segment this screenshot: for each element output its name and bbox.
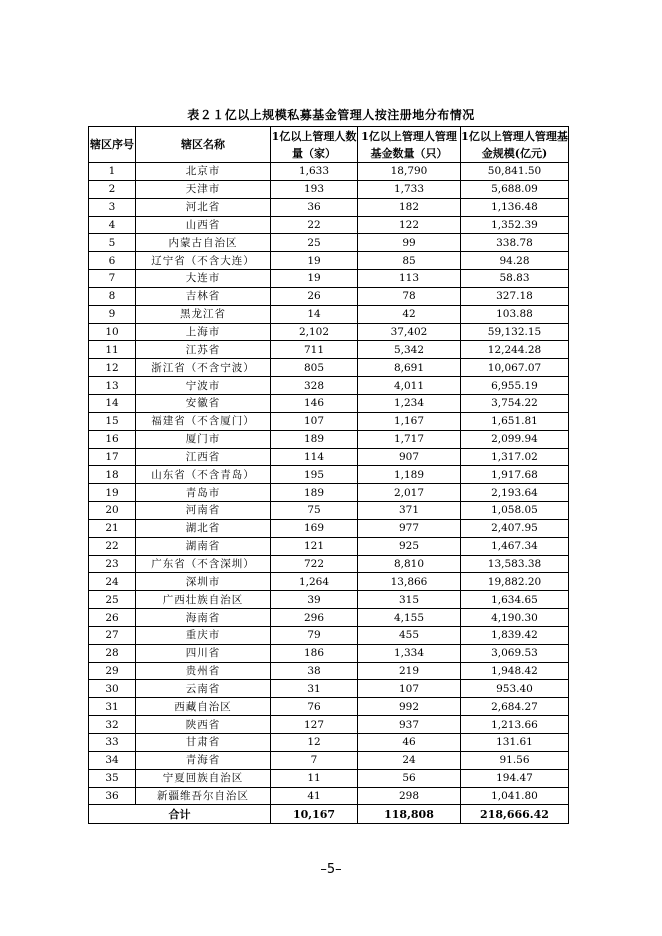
cell-region-name: 甘肃省: [136, 734, 271, 752]
cell-fund-scale: 327.18: [461, 287, 569, 305]
table-row: [89, 466, 569, 484]
cell-manager-count: 711: [271, 341, 358, 359]
table-row: [89, 216, 569, 234]
cell-region-name: 宁波市: [136, 377, 271, 395]
cell-seq: 27: [89, 626, 136, 644]
cell-manager-count: 114: [271, 448, 358, 466]
cell-manager-count: 14: [271, 305, 358, 323]
table-row: [89, 751, 569, 769]
cell-seq: 15: [89, 412, 136, 430]
cell-fund-count: 122: [358, 216, 461, 234]
cell-region-name: 青岛市: [136, 484, 271, 502]
cell-region-name: 深圳市: [136, 573, 271, 591]
cell-fund-count: 78: [358, 287, 461, 305]
table-row: [89, 734, 569, 752]
header-fund-scale: 1亿以上管理人管理基金规模(亿元): [461, 127, 569, 163]
cell-seq: 17: [89, 448, 136, 466]
cell-seq: 9: [89, 305, 136, 323]
table-row: [89, 680, 569, 698]
table-row: [89, 430, 569, 448]
cell-fund-count: 18,790: [358, 163, 461, 181]
cell-region-name: 上海市: [136, 323, 271, 341]
total-row: [89, 805, 569, 824]
table-row: [89, 270, 569, 288]
cell-fund-count: 56: [358, 769, 461, 787]
cell-fund-scale: 1,467.34: [461, 537, 569, 555]
total-manager-count: 10,167: [271, 805, 358, 824]
table-row: [89, 716, 569, 734]
cell-seq: 26: [89, 609, 136, 627]
cell-fund-count: 977: [358, 519, 461, 537]
table-row: [89, 626, 569, 644]
cell-manager-count: 296: [271, 609, 358, 627]
cell-manager-count: 127: [271, 716, 358, 734]
cell-seq: 2: [89, 180, 136, 198]
cell-seq: 24: [89, 573, 136, 591]
cell-fund-scale: 1,352.39: [461, 216, 569, 234]
cell-seq: 4: [89, 216, 136, 234]
cell-region-name: 河南省: [136, 502, 271, 520]
table-row: [89, 537, 569, 555]
cell-fund-scale: 338.78: [461, 234, 569, 252]
table-row: [89, 287, 569, 305]
cell-seq: 19: [89, 484, 136, 502]
cell-region-name: 重庆市: [136, 626, 271, 644]
cell-region-name: 福建省（不含厦门）: [136, 412, 271, 430]
cell-region-name: 西藏自治区: [136, 698, 271, 716]
cell-fund-scale: 2,099.94: [461, 430, 569, 448]
cell-manager-count: 169: [271, 519, 358, 537]
table-header-row: [89, 127, 569, 163]
cell-fund-scale: 2,684.27: [461, 698, 569, 716]
cell-region-name: 辽宁省（不含大连）: [136, 252, 271, 270]
cell-manager-count: 2,102: [271, 323, 358, 341]
table-row: [89, 252, 569, 270]
cell-fund-scale: 50,841.50: [461, 163, 569, 181]
cell-region-name: 内蒙古自治区: [136, 234, 271, 252]
cell-seq: 18: [89, 466, 136, 484]
cell-seq: 14: [89, 394, 136, 412]
cell-fund-count: 219: [358, 662, 461, 680]
cell-fund-count: 113: [358, 270, 461, 288]
table-row: [89, 359, 569, 377]
cell-fund-scale: 10,067.07: [461, 359, 569, 377]
cell-fund-count: 37,402: [358, 323, 461, 341]
cell-region-name: 山西省: [136, 216, 271, 234]
cell-fund-count: 907: [358, 448, 461, 466]
cell-region-name: 湖北省: [136, 519, 271, 537]
cell-seq: 36: [89, 787, 136, 805]
table-row: [89, 323, 569, 341]
cell-fund-scale: 1,058.05: [461, 502, 569, 520]
table-row: [89, 698, 569, 716]
cell-manager-count: 12: [271, 734, 358, 752]
cell-seq: 12: [89, 359, 136, 377]
cell-fund-count: 99: [358, 234, 461, 252]
cell-seq: 23: [89, 555, 136, 573]
cell-seq: 13: [89, 377, 136, 395]
cell-fund-count: 8,810: [358, 555, 461, 573]
cell-seq: 10: [89, 323, 136, 341]
cell-fund-scale: 3,754.22: [461, 394, 569, 412]
total-fund-count: 118,808: [358, 805, 461, 824]
cell-fund-scale: 91.56: [461, 751, 569, 769]
cell-seq: 16: [89, 430, 136, 448]
table-row: [89, 394, 569, 412]
cell-region-name: 黑龙江省: [136, 305, 271, 323]
cell-fund-count: 4,011: [358, 377, 461, 395]
cell-fund-count: 46: [358, 734, 461, 752]
cell-fund-count: 13,866: [358, 573, 461, 591]
cell-fund-count: 992: [358, 698, 461, 716]
cell-manager-count: 189: [271, 430, 358, 448]
header-region-name: 辖区名称: [136, 127, 271, 163]
cell-fund-scale: 1,839.42: [461, 626, 569, 644]
cell-manager-count: 19: [271, 270, 358, 288]
table-row: [89, 573, 569, 591]
cell-fund-count: 371: [358, 502, 461, 520]
header-manager-count: 1亿以上管理人数量（家）: [271, 127, 358, 163]
cell-region-name: 河北省: [136, 198, 271, 216]
cell-fund-scale: 1,136.48: [461, 198, 569, 216]
cell-manager-count: 41: [271, 787, 358, 805]
cell-seq: 7: [89, 270, 136, 288]
cell-fund-scale: 12,244.28: [461, 341, 569, 359]
total-label: 合计: [89, 805, 271, 824]
table-body: [89, 163, 569, 805]
cell-region-name: 云南省: [136, 680, 271, 698]
cell-region-name: 厦门市: [136, 430, 271, 448]
cell-manager-count: 1,633: [271, 163, 358, 181]
cell-manager-count: 11: [271, 769, 358, 787]
cell-fund-count: 455: [358, 626, 461, 644]
cell-fund-scale: 1,317.02: [461, 448, 569, 466]
registration-distribution-table: [88, 126, 569, 824]
cell-seq: 33: [89, 734, 136, 752]
cell-fund-scale: 13,583.38: [461, 555, 569, 573]
cell-seq: 8: [89, 287, 136, 305]
cell-manager-count: 722: [271, 555, 358, 573]
cell-fund-scale: 131.61: [461, 734, 569, 752]
cell-fund-scale: 2,193.64: [461, 484, 569, 502]
cell-fund-scale: 4,190.30: [461, 609, 569, 627]
cell-region-name: 陕西省: [136, 716, 271, 734]
cell-manager-count: 805: [271, 359, 358, 377]
cell-manager-count: 186: [271, 644, 358, 662]
cell-region-name: 山东省（不含青岛）: [136, 466, 271, 484]
cell-fund-count: 8,691: [358, 359, 461, 377]
cell-fund-count: 85: [358, 252, 461, 270]
cell-region-name: 江苏省: [136, 341, 271, 359]
cell-manager-count: 75: [271, 502, 358, 520]
cell-manager-count: 195: [271, 466, 358, 484]
table-caption: 表２１亿以上规模私募基金管理人按注册地分布情况: [187, 108, 475, 122]
cell-fund-scale: 3,069.53: [461, 644, 569, 662]
cell-seq: 20: [89, 502, 136, 520]
cell-manager-count: 39: [271, 591, 358, 609]
table-row: [89, 341, 569, 359]
table-row: [89, 198, 569, 216]
page-number: –5–: [320, 862, 342, 877]
cell-region-name: 四川省: [136, 644, 271, 662]
cell-seq: 22: [89, 537, 136, 555]
cell-manager-count: 19: [271, 252, 358, 270]
table-row: [89, 787, 569, 805]
cell-manager-count: 36: [271, 198, 358, 216]
cell-fund-scale: 19,882.20: [461, 573, 569, 591]
cell-seq: 11: [89, 341, 136, 359]
table-row: [89, 484, 569, 502]
cell-manager-count: 328: [271, 377, 358, 395]
cell-fund-count: 4,155: [358, 609, 461, 627]
cell-manager-count: 38: [271, 662, 358, 680]
cell-fund-scale: 1,651.81: [461, 412, 569, 430]
table-row: [89, 662, 569, 680]
table-row: [89, 163, 569, 181]
cell-seq: 30: [89, 680, 136, 698]
cell-manager-count: 107: [271, 412, 358, 430]
cell-fund-scale: 5,688.09: [461, 180, 569, 198]
cell-manager-count: 146: [271, 394, 358, 412]
cell-seq: 34: [89, 751, 136, 769]
cell-fund-count: 24: [358, 751, 461, 769]
cell-region-name: 安徽省: [136, 394, 271, 412]
header-seq: 辖区序号: [89, 127, 136, 163]
cell-seq: 31: [89, 698, 136, 716]
cell-region-name: 广东省（不含深圳）: [136, 555, 271, 573]
cell-region-name: 湖南省: [136, 537, 271, 555]
cell-fund-count: 182: [358, 198, 461, 216]
cell-fund-scale: 1,917.68: [461, 466, 569, 484]
cell-manager-count: 22: [271, 216, 358, 234]
table-row: [89, 519, 569, 537]
cell-manager-count: 26: [271, 287, 358, 305]
cell-manager-count: 79: [271, 626, 358, 644]
cell-manager-count: 121: [271, 537, 358, 555]
cell-seq: 29: [89, 662, 136, 680]
cell-fund-scale: 194.47: [461, 769, 569, 787]
cell-seq: 35: [89, 769, 136, 787]
cell-seq: 25: [89, 591, 136, 609]
cell-region-name: 北京市: [136, 163, 271, 181]
cell-fund-count: 937: [358, 716, 461, 734]
cell-fund-count: 107: [358, 680, 461, 698]
cell-region-name: 浙江省（不含宁波）: [136, 359, 271, 377]
cell-seq: 21: [89, 519, 136, 537]
cell-region-name: 吉林省: [136, 287, 271, 305]
cell-manager-count: 193: [271, 180, 358, 198]
cell-region-name: 广西壮族自治区: [136, 591, 271, 609]
cell-region-name: 海南省: [136, 609, 271, 627]
cell-fund-scale: 1,213.66: [461, 716, 569, 734]
cell-seq: 1: [89, 163, 136, 181]
cell-fund-count: 1,167: [358, 412, 461, 430]
cell-fund-count: 925: [358, 537, 461, 555]
header-fund-count: 1亿以上管理人管理基金数量（只）: [358, 127, 461, 163]
table-row: [89, 377, 569, 395]
table-row: [89, 644, 569, 662]
total-fund-scale: 218,666.42: [461, 805, 569, 824]
cell-region-name: 新疆维吾尔自治区: [136, 787, 271, 805]
cell-region-name: 宁夏回族自治区: [136, 769, 271, 787]
cell-fund-scale: 1,634.65: [461, 591, 569, 609]
cell-region-name: 天津市: [136, 180, 271, 198]
cell-fund-scale: 953.40: [461, 680, 569, 698]
cell-manager-count: 189: [271, 484, 358, 502]
table-row: [89, 448, 569, 466]
cell-region-name: 青海省: [136, 751, 271, 769]
cell-manager-count: 25: [271, 234, 358, 252]
cell-fund-count: 298: [358, 787, 461, 805]
cell-fund-scale: 58.83: [461, 270, 569, 288]
cell-manager-count: 76: [271, 698, 358, 716]
table-row: [89, 769, 569, 787]
cell-fund-count: 2,017: [358, 484, 461, 502]
cell-fund-count: 5,342: [358, 341, 461, 359]
table-row: [89, 609, 569, 627]
cell-fund-scale: 103.88: [461, 305, 569, 323]
cell-seq: 28: [89, 644, 136, 662]
cell-fund-count: 1,189: [358, 466, 461, 484]
cell-region-name: 江西省: [136, 448, 271, 466]
cell-seq: 6: [89, 252, 136, 270]
cell-fund-scale: 1,948.42: [461, 662, 569, 680]
cell-manager-count: 31: [271, 680, 358, 698]
table-row: [89, 502, 569, 520]
cell-region-name: 贵州省: [136, 662, 271, 680]
table-row: [89, 555, 569, 573]
cell-seq: 32: [89, 716, 136, 734]
cell-fund-scale: 1,041.80: [461, 787, 569, 805]
cell-fund-count: 1,733: [358, 180, 461, 198]
cell-fund-scale: 6,955.19: [461, 377, 569, 395]
cell-manager-count: 7: [271, 751, 358, 769]
cell-manager-count: 1,264: [271, 573, 358, 591]
cell-fund-count: 1,717: [358, 430, 461, 448]
cell-fund-count: 42: [358, 305, 461, 323]
table-row: [89, 180, 569, 198]
cell-seq: 3: [89, 198, 136, 216]
table-row: [89, 412, 569, 430]
cell-fund-count: 1,334: [358, 644, 461, 662]
cell-fund-scale: 2,407.95: [461, 519, 569, 537]
cell-seq: 5: [89, 234, 136, 252]
cell-fund-count: 315: [358, 591, 461, 609]
cell-fund-scale: 94.28: [461, 252, 569, 270]
table-row: [89, 234, 569, 252]
cell-fund-scale: 59,132.15: [461, 323, 569, 341]
cell-fund-count: 1,234: [358, 394, 461, 412]
cell-region-name: 大连市: [136, 270, 271, 288]
table-row: [89, 591, 569, 609]
table-row: [89, 305, 569, 323]
